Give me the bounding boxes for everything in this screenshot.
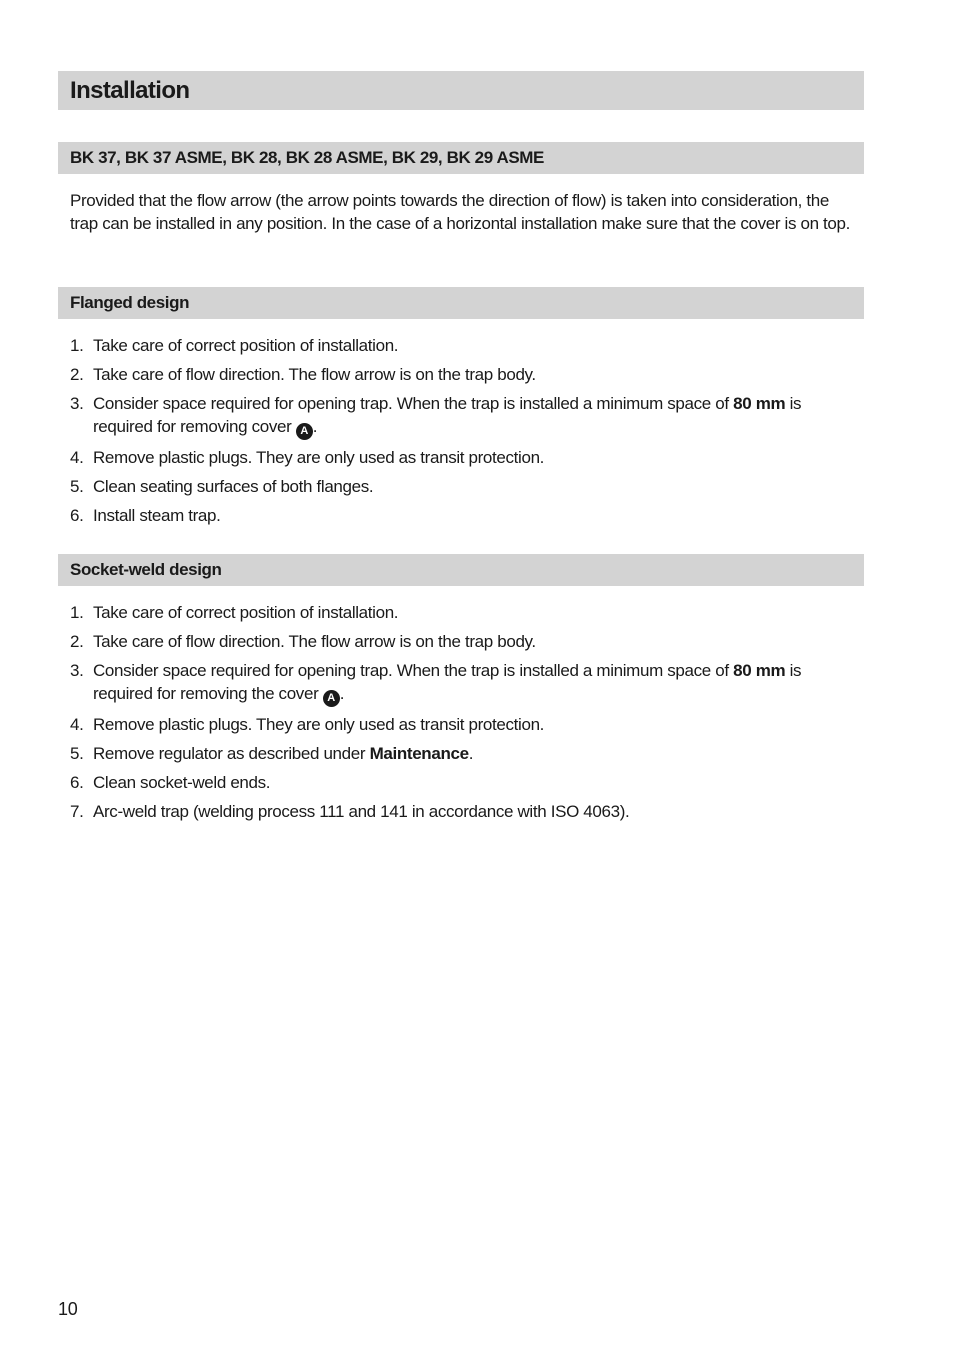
step-text-start: Consider space required for opening trap. When the trap is installed a minimum space of: [93, 661, 734, 680]
step-text-start: Consider space required for opening trap. When the trap is installed a minimum space of: [93, 394, 734, 413]
step-number: 3.: [70, 661, 84, 680]
flanged-heading: Flanged design: [70, 293, 190, 312]
step-text: Remove plastic plugs. They are only used as transit protection.: [93, 715, 545, 734]
list-item: [70, 630, 860, 653]
list-item: [70, 771, 860, 794]
step-text: Remove plastic plugs. They are only used as transit protection.: [93, 448, 545, 467]
list-item: [70, 713, 860, 736]
cover-a-icon: A: [296, 423, 313, 440]
list-item: [70, 504, 860, 527]
page-number: 10: [58, 1299, 78, 1319]
models-paragraph: Provided that the flow arrow (the arrow points towards the direction of flow) is taken into consideration, the trap can be installed in any position. In the case of a horizontal installation make sure that the cover is on top.: [70, 191, 851, 233]
step-text-end: .: [468, 744, 474, 763]
list-item: [70, 446, 860, 469]
list-item: [70, 475, 860, 498]
step-text: Take care of flow direction. The flow arrow is on the trap body.: [93, 365, 536, 384]
step-text: Take care of correct position of installation.: [93, 603, 399, 622]
step-text: Take care of correct position of installation.: [93, 336, 399, 355]
space-value: 80 mm: [733, 661, 786, 680]
step-number: 3.: [70, 394, 84, 413]
socket-steps-list: [70, 601, 860, 829]
cover-a-icon: A: [323, 690, 340, 707]
step-number: 2.: [70, 632, 84, 651]
socket-heading-bar: [58, 554, 864, 586]
step-text: Arc-weld trap (welding process 111 and 141 in accordance with ISO 4063).: [93, 802, 630, 821]
step-text: Install steam trap.: [93, 506, 221, 525]
step-text-middle: is required for removing the cover: [93, 661, 802, 703]
step-number: 5.: [70, 477, 84, 496]
list-item: [70, 800, 860, 823]
step-text: Clean socket-weld ends.: [93, 773, 271, 792]
list-item: [70, 392, 860, 440]
step-text-start: Remove regulator as described under: [93, 744, 370, 763]
step-number: 1.: [70, 603, 84, 622]
step-number: 6.: [70, 506, 84, 525]
step-number: 6.: [70, 773, 84, 792]
page-title-bar: [58, 71, 864, 110]
flanged-steps-list: [70, 334, 860, 533]
step-number: 2.: [70, 365, 84, 384]
page-title: Installation: [70, 77, 190, 104]
list-item: [70, 363, 860, 386]
list-item: [70, 334, 860, 357]
space-value: 80 mm: [733, 394, 786, 413]
flanged-heading-bar: [58, 287, 864, 319]
maintenance-reference: Maintenance: [369, 744, 469, 763]
step-number: 1.: [70, 336, 84, 355]
step-text-end: .: [339, 684, 345, 703]
list-item: [70, 601, 860, 624]
step-number: 4.: [70, 448, 84, 467]
socket-heading: Socket-weld design: [70, 560, 222, 579]
step-number: 7.: [70, 802, 84, 821]
step-number: 4.: [70, 715, 84, 734]
models-heading: BK 37, BK 37 ASME, BK 28, BK 28 ASME, BK 29, BK 29 ASME: [70, 148, 544, 167]
step-number: 5.: [70, 744, 84, 763]
step-text: Take care of flow direction. The flow arrow is on the trap body.: [93, 632, 536, 651]
step-text: Clean seating surfaces of both flanges.: [93, 477, 374, 496]
step-text-end: .: [312, 417, 318, 436]
list-item: [70, 742, 860, 765]
step-text-middle: is required for removing cover: [93, 394, 802, 436]
list-item: [70, 659, 860, 707]
models-heading-bar: [58, 142, 864, 174]
